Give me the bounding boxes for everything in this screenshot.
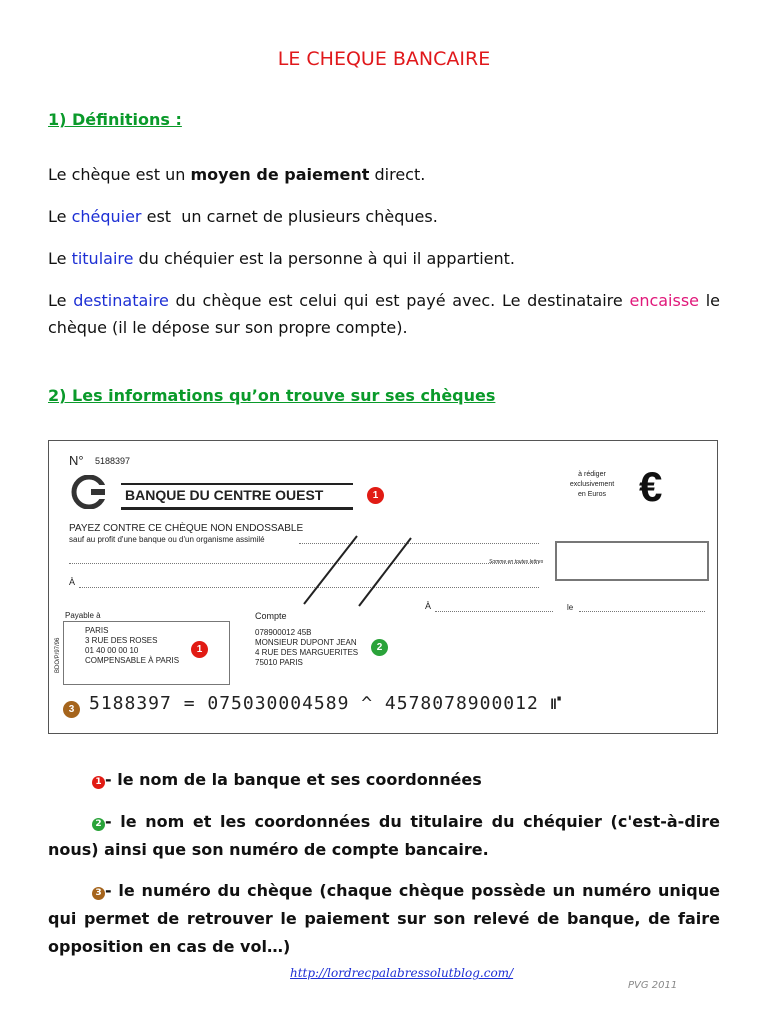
euro-note-3: en Euros xyxy=(577,491,607,498)
bank-address-line-2: 3 RUE DES ROSES xyxy=(85,636,158,645)
definition-paragraph-1 xyxy=(48,161,720,188)
account-label: Compte xyxy=(255,611,287,621)
bank-name: BANQUE DU CENTRE OUEST xyxy=(125,487,324,503)
legend-item-1 xyxy=(48,766,720,794)
term-destinataire: destinataire xyxy=(73,291,169,310)
payez-line: PAYEZ CONTRE CE CHÈQUE NON ENDOSSABLE xyxy=(69,523,304,534)
date-label: le xyxy=(567,603,574,612)
section-2-heading: 2) Les informations qu’on trouve sur ses chèques xyxy=(48,386,496,405)
legend-text-1: - le nom de la banque et ses coordonnées xyxy=(105,770,482,789)
definition-paragraph-2 xyxy=(48,203,720,230)
payable-label: Payable à xyxy=(65,611,101,620)
cheque-image xyxy=(48,440,718,734)
date-line xyxy=(579,611,705,612)
bank-logo-icon xyxy=(71,475,115,509)
holder-line-1: 078900012 45B xyxy=(255,628,312,637)
place-line xyxy=(435,611,553,612)
euro-note-1: à rédiger xyxy=(578,471,606,478)
marker-1-icon: 1 xyxy=(92,776,105,789)
beneficiary-label: À xyxy=(69,577,76,587)
bank-name-box xyxy=(121,483,353,510)
holder-line-2: MONSIEUR DUPONT JEAN xyxy=(255,638,357,647)
legend-item-3 xyxy=(48,877,720,961)
text: direct. xyxy=(369,165,426,184)
blog-link[interactable]: http://lordrecpalabressolutblog.com/ xyxy=(290,966,514,980)
side-code: BDO/P/97/96 xyxy=(55,637,61,673)
text: Le xyxy=(48,249,72,268)
marker-1-bank: 1 xyxy=(367,487,384,504)
legend-item-2 xyxy=(48,808,720,864)
place-label: À xyxy=(425,601,432,611)
marker-3-number: 3 xyxy=(63,701,80,718)
amount-words-label: Somme en toutes lettres xyxy=(489,559,544,565)
micr-line: 5188397 = 075030004589 ^ 4578078900012 ⑈ xyxy=(89,693,563,714)
crossed-lines xyxy=(299,526,419,616)
text: est un carnet de plusieurs chèques. xyxy=(141,207,438,226)
payez-subline: sauf au profit d'une banque ou d'un organisme assimilé xyxy=(69,535,265,544)
definition-paragraph-4 xyxy=(48,287,720,341)
legend-text-2: - le nom et les coordonnées du titulaire du chéquier (c'est-à-dire nous) ainsi que son numéro de compte bancaire. xyxy=(48,812,720,859)
term-encaisse: encaisse xyxy=(629,291,700,310)
marker-2-holder: 2 xyxy=(371,639,388,656)
text: le chèque (il le dépose sur son propre compte). xyxy=(48,291,721,337)
marker-1-address: 1 xyxy=(191,641,208,658)
amount-box xyxy=(555,541,709,581)
definition-paragraph-3 xyxy=(48,245,720,272)
cheque-number: 5188397 xyxy=(95,456,131,466)
section-1-heading: 1) Définitions : xyxy=(48,110,182,129)
text: du chéquier est la personne à qui il appartient. xyxy=(133,249,516,268)
holder-line-4: 75010 PARIS xyxy=(255,658,303,667)
euro-icon: € xyxy=(639,463,663,510)
text: du chèque est celui qui est payé avec. Le destinataire xyxy=(168,291,630,310)
page-title: LE CHEQUE BANCAIRE xyxy=(277,48,491,70)
term-titulaire: titulaire xyxy=(71,249,134,268)
bank-address-line-3: 01 40 00 00 10 xyxy=(85,646,139,655)
bank-address-line-1: PARIS xyxy=(85,626,109,635)
holder-line-3: 4 RUE DES MARGUERITES xyxy=(255,648,359,657)
term-chequier: chéquier xyxy=(71,207,142,226)
text: Le xyxy=(48,291,74,310)
marker-3-icon: 3 xyxy=(92,887,105,900)
legend-text-3: - le numéro du chèque (chaque chèque possède un numéro unique qui permet de retrouver le paiement sur son relevé de banque, de faire opposition en cas de vol…) xyxy=(48,881,720,956)
cheque-number-label: N° xyxy=(69,453,84,468)
term-moyen-de-paiement: moyen de paiement xyxy=(190,165,370,184)
euro-note-2: exclusivement xyxy=(569,481,615,488)
text: Le chèque est un xyxy=(48,165,191,184)
text: Le xyxy=(48,207,72,226)
bank-address-line-4: COMPENSABLE À PARIS xyxy=(85,656,180,665)
marker-2-icon: 2 xyxy=(92,818,105,831)
credit-text: PVG 2011 xyxy=(628,980,678,991)
